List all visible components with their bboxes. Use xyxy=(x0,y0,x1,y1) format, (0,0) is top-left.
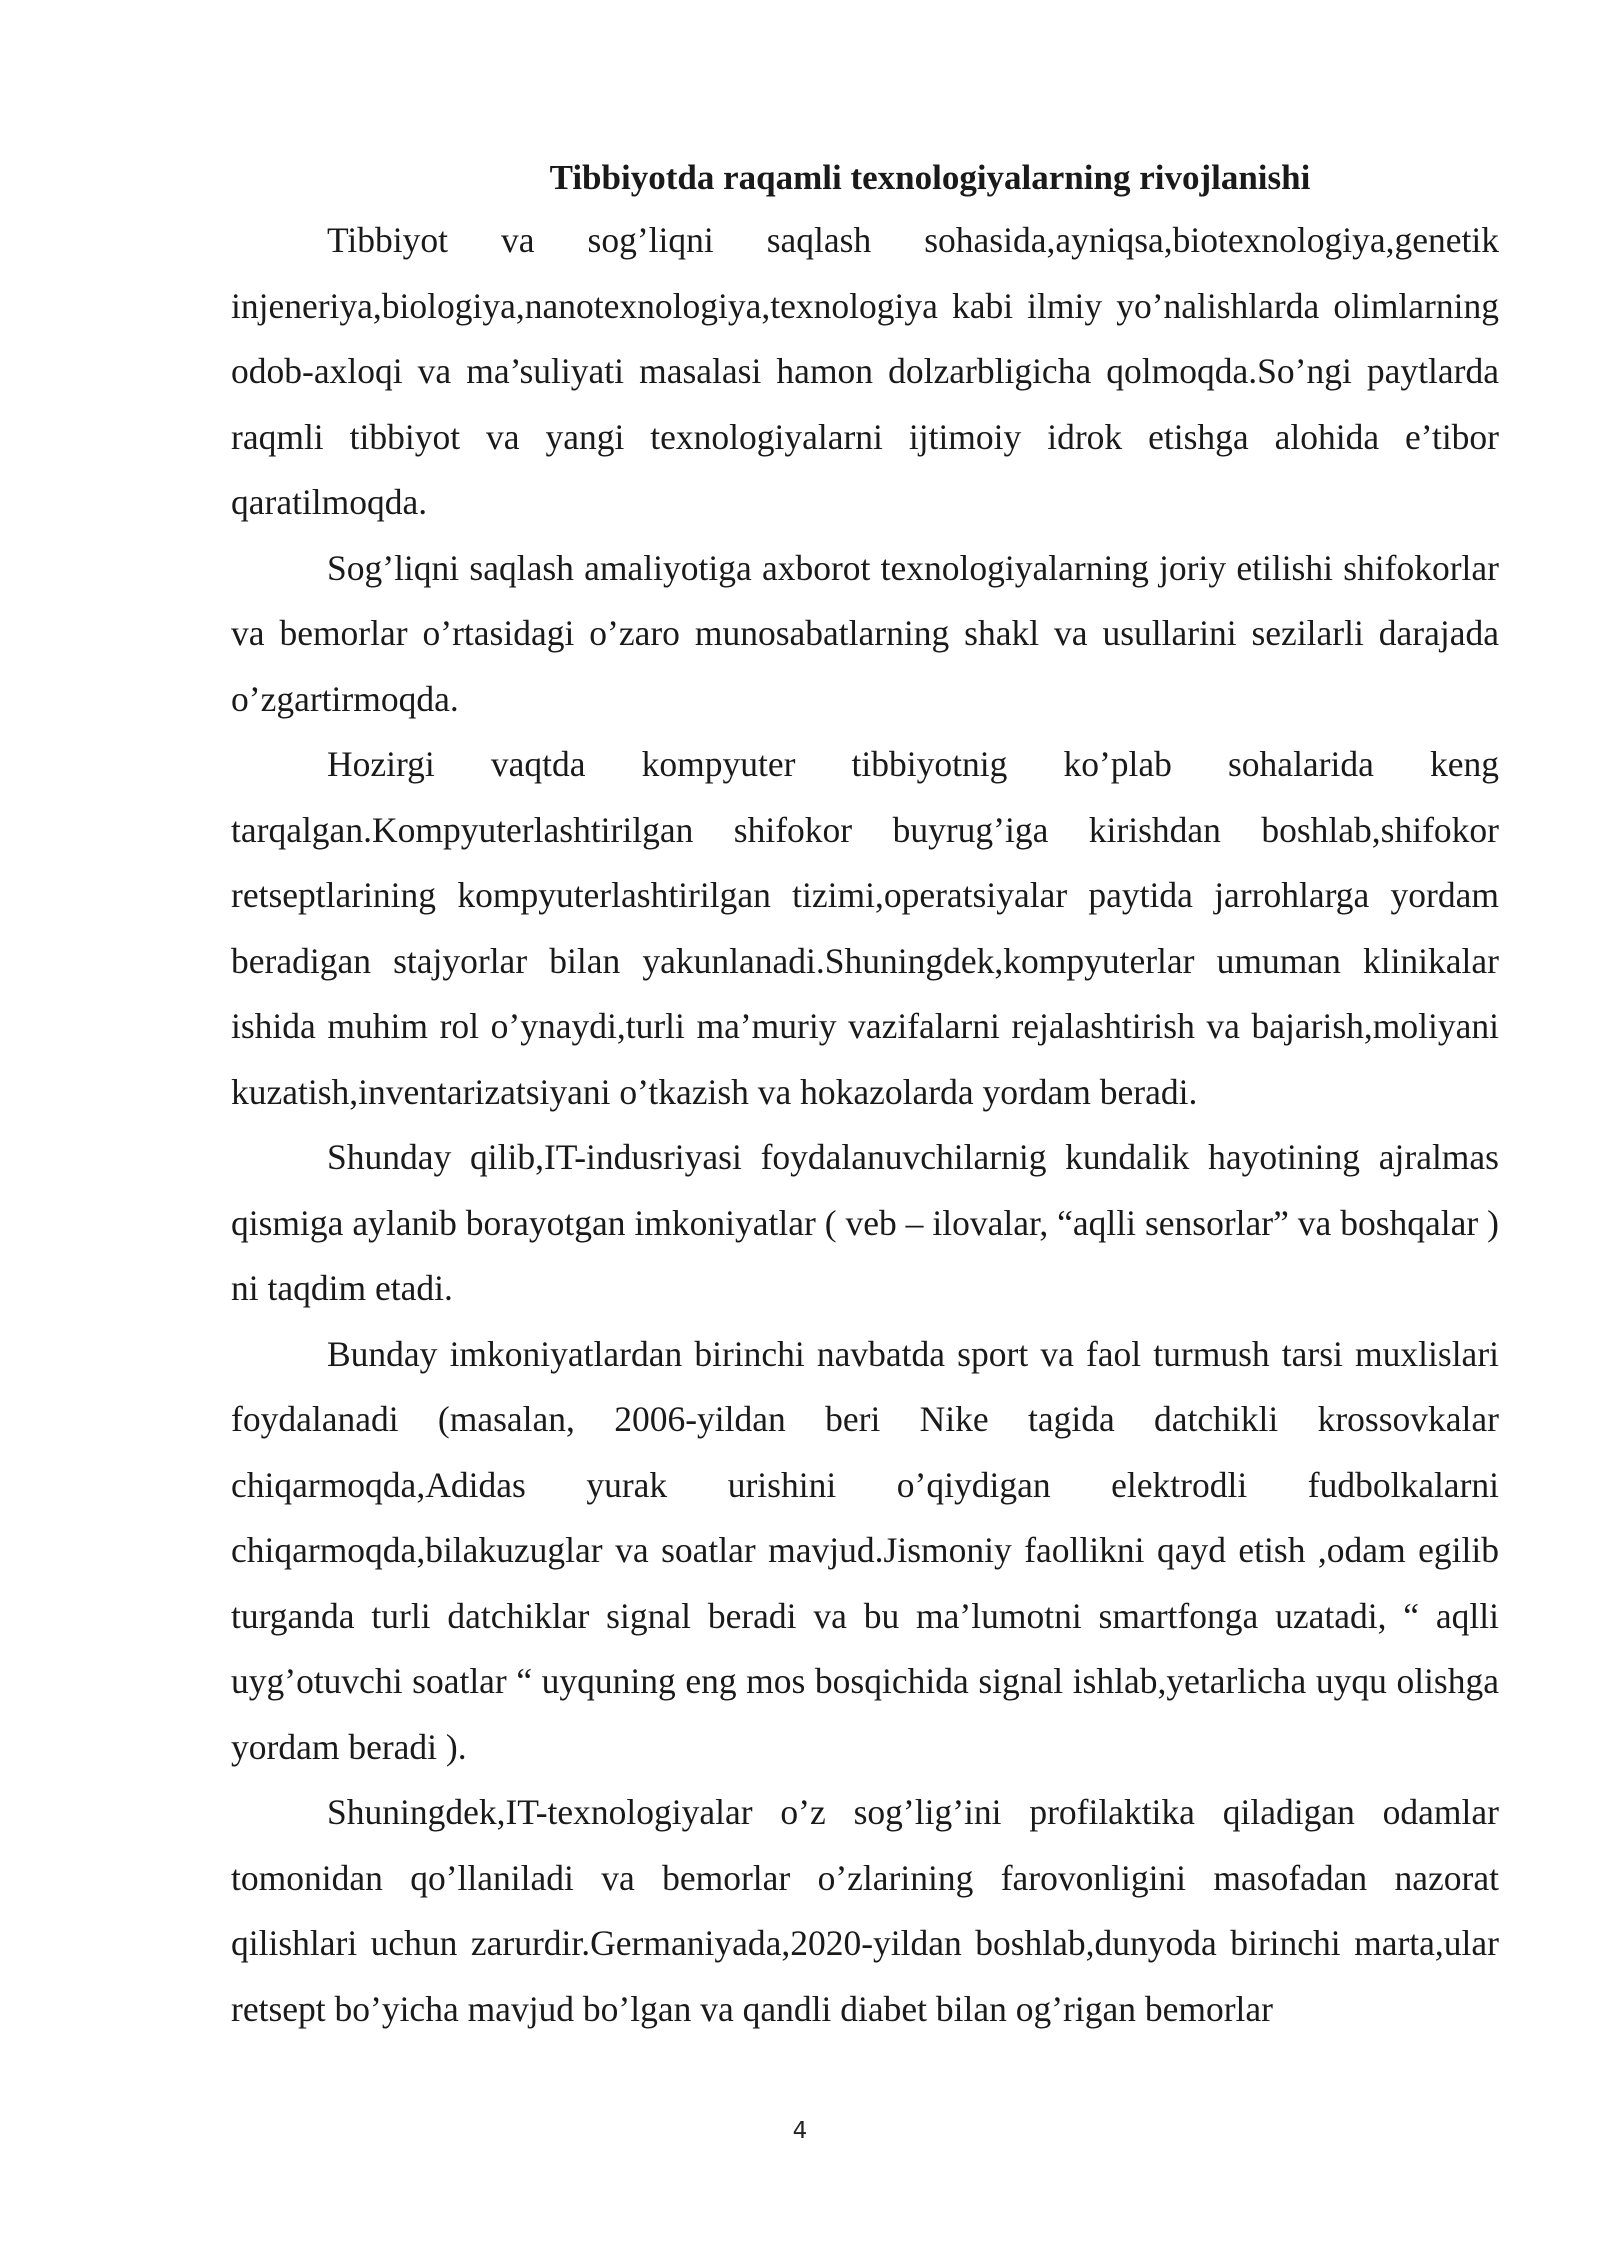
paragraph-5: Bunday imkoniyatlardan birinchi navbatda sport va faol turmush tarsi muxlislari foydalanadi (masalan, 2006-yildan beri Nike tagida datchikli krossovkalar chiqarmoqda,Adidas yurak urishini o’qiydigan elektrodli fudbolkalarni chiqarmoqda,bilakuzuglar va soatlar mavjud.Jismoniy faollikni qayd etish ,odam egilib turganda turli datchiklar signal beradi va bu ma’lumotni smartfonga uzatadi, “ aqlli uyg’otuvchi soatlar “ uyquning eng mos bosqichida signal ishlab,yetarlicha uyqu olishga yordam beradi ). xyxy=(231,1333,1499,1767)
paragraph-1: Tibbiyot va sog’liqni saqlash sohasida,ayniqsa,biotexnologiya,genetik injeneriya,biologiya,nanotexnologiya,texnologiya kabi ilmiy yo’nalishlarda olimlarning odob-axloqi va ma’suliyati masalasi hamon dolzarbligicha qolmoqda.So’ngi paytlarda raqmli tibbiyot va yangi texnologiyalarni ijtimoiy idrok etishga alohida e’tibor qaratilmoqda. xyxy=(231,220,1499,522)
paragraph-6: Shuningdek,IT-texnologiyalar o’z sog’lig’ini profilaktika qiladigan odamlar tomonidan qo’llaniladi va bemorlar o’zlarining farovonligini masofadan nazorat qilishlari uchun zarurdir.Germaniyada,2020-yildan boshlab,dunyoda birinchi marta,ular retsept bo’yicha mavjud bo’lgan va qandli diabet bilan og’rigan bemorlar xyxy=(231,1792,1499,2029)
page-number: 4 xyxy=(792,2118,808,2144)
paragraph-4: Shunday qilib,IT-indusriyasi foydalanuvchilarnig kundalik hayotining ajralmas qismiga aylanib borayotgan imkoniyatlar ( veb – ilovalar, “aqlli sensorlar” va boshqalar ) ni taqdim etadi. xyxy=(231,1137,1499,1308)
document-title: Tibbiyotda raqamli texnologiyalarning rivojlanishi xyxy=(549,158,1311,197)
paragraph-3: Hozirgi vaqtda kompyuter tibbiyotnig ko’plab sohalarida keng tarqalgan.Kompyuterlashtirilgan shifokor buyrug’iga kirishdan boshlab,shifokor retseptlarining kompyuterlashtirilgan tizimi,operatsiyalar paytida jarrohlarga yordam beradigan stajyorlar bilan yakunlanadi.Shuningdek,kompyuterlar umuman klinikalar ishida muhim rol o’ynaydi,turli ma’muriy vazifalarni rejalashtirish va bajarish,moliyani kuzatish,inventarizatsiyani o’tkazish va hokazolarda yordam beradi. xyxy=(231,744,1499,1112)
document-body xyxy=(231,148,1499,2042)
paragraph-2: Sog’liqni saqlash amaliyotiga axborot texnologiyalarning joriy etilishi shifokorlar va bemorlar o’rtasidagi o’zaro munosabatlarning shakl va usullarini sezilarli darajada o’zgartirmoqda. xyxy=(231,547,1499,719)
